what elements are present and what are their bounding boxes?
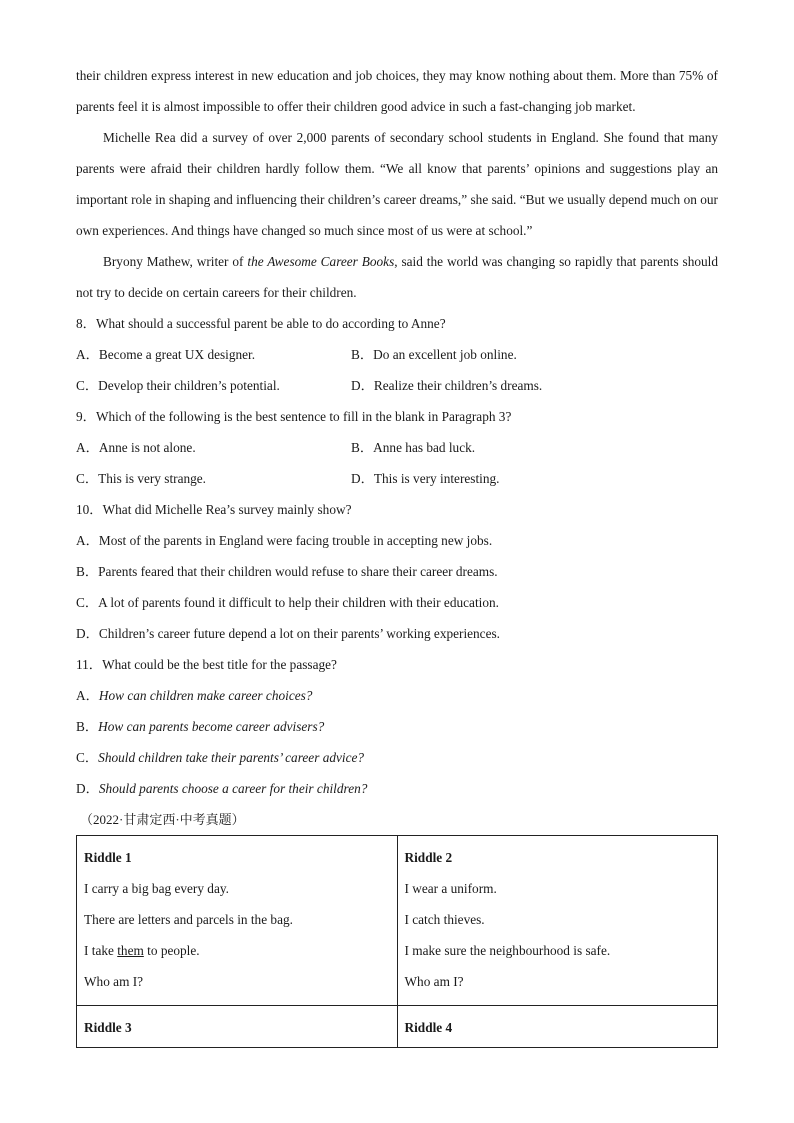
option: A．Anne is not alone. (76, 440, 196, 455)
paragraph-text: Bryony Mathew, writer of (103, 254, 248, 269)
option: C．A lot of parents found it difficult to help their children with their education. (76, 595, 499, 610)
option: B．Anne has bad luck. (351, 440, 476, 455)
option-row (76, 370, 718, 401)
option-letter: B． (76, 719, 99, 734)
option: C．This is very strange. (76, 471, 206, 486)
passage-paragraph: their children express interest in new education and job choices, they may know nothing about them. More than 75% of parents feel it is almost impossible to offer their children good advice in such a fast-changing job market. (76, 68, 718, 114)
source-note: （2022·甘肃定西·中考真题） (80, 812, 245, 827)
riddle-line: Who am I? (84, 974, 144, 989)
option-letter: A． (76, 688, 99, 703)
option-text: Should children take their parents’ career advice? (98, 750, 365, 765)
table-row (77, 1006, 718, 1048)
option (76, 773, 718, 804)
riddle-line: Who am I? (404, 974, 464, 989)
underlined-word: them (117, 943, 144, 958)
riddle-line: I make sure the neighbourhood is safe. (404, 943, 611, 958)
riddle-cell (77, 1006, 398, 1048)
riddle-title: Riddle 1 (84, 850, 132, 865)
option-text: How can parents become career advisers? (98, 719, 325, 734)
table-row (77, 836, 718, 1006)
riddle-line: I carry a big bag every day. (84, 881, 229, 896)
question-stem: 8．What should a successful parent be able to do according to Anne? (76, 316, 446, 331)
option-row (76, 432, 718, 463)
passage-paragraph: Michelle Rea did a survey of over 2,000 parents of secondary school students in England. She found that many parents were afraid their children hardly follow them. “We all know that parents’ opinions and suggestions play an important role in shaping and influencing their children’s career dreams,” she said. “But we usually depend much on our own experiences. And things have changed so much since most of us were at school.” (76, 130, 718, 238)
option: D．Realize their children’s dreams. (351, 378, 543, 393)
document-page (76, 60, 718, 1048)
option: C．Develop their children’s potential. (76, 378, 280, 393)
paragraph-text: , said the world was changing so rapidly that parents should not try to decide on certain careers for their children. (76, 254, 718, 300)
option: D．Children’s career future depend a lot on their parents’ working experiences. (76, 626, 500, 641)
riddle-title: Riddle 2 (404, 850, 453, 865)
riddle-cell (397, 836, 718, 1006)
option-row (76, 463, 718, 494)
passage-paragraph (76, 246, 718, 308)
riddle-title: Riddle 4 (404, 1020, 453, 1035)
riddle-text: I take (84, 943, 118, 958)
riddle-cell (397, 1006, 718, 1048)
option (76, 680, 718, 711)
option: B．Parents feared that their children would refuse to share their career dreams. (76, 564, 498, 579)
question-stem: 9．Which of the following is the best sentence to fill in the blank in Paragraph 3? (76, 409, 512, 424)
riddle-line: I catch thieves. (404, 912, 485, 927)
riddles-table (76, 835, 718, 1048)
option: D．This is very interesting. (351, 471, 500, 486)
question-stem: 11．What could be the best title for the passage? (76, 657, 337, 672)
option-text: How can children make career choices? (98, 688, 313, 703)
riddle-line (84, 935, 390, 966)
riddle-text: to people. (143, 943, 200, 958)
riddle-cell (77, 836, 398, 1006)
riddle-line: I wear a uniform. (404, 881, 497, 896)
option-text: Should parents choose a career for their children? (98, 781, 368, 796)
question-stem: 10．What did Michelle Rea’s survey mainly show? (76, 502, 352, 517)
option-letter: D． (76, 781, 99, 796)
riddle-title: Riddle 3 (84, 1020, 132, 1035)
option (76, 711, 718, 742)
option-row (76, 339, 718, 370)
option: A．Most of the parents in England were facing trouble in accepting new jobs. (76, 533, 493, 548)
option (76, 742, 718, 773)
option: B．Do an excellent job online. (351, 347, 517, 362)
option: A．Become a great UX designer. (76, 347, 256, 362)
option-letter: C． (76, 750, 99, 765)
book-title: the Awesome Career Books (247, 254, 395, 269)
riddle-line: There are letters and parcels in the bag. (84, 912, 293, 927)
